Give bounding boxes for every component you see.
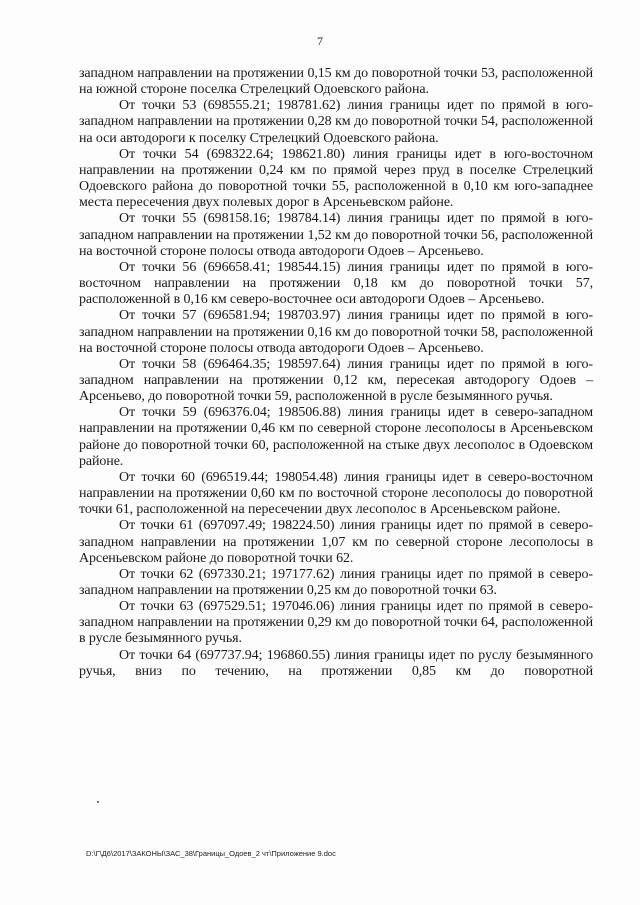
page-number: 7: [317, 34, 323, 48]
paragraph-point-57: От точки 57 (696581.94; 198703.97) линия границы идет по прямой в юго-западном направлении на протяжении 0,16 км до поворотной точки 58, расположенной на восточной стороне полосы отвода автодороги Одоев – Арсеньево.: [79, 308, 593, 356]
paragraph-point-58: От точки 58 (696464.35; 198597.64) линия границы идет по прямой в юго-западном направлении на протяжении 0,12 км, пересекая автодорогу Одоев – Арсеньево, до поворотной точки 59, расположенной в русле безымянного ручья.: [79, 356, 593, 405]
paragraph-point-55: От точки 55 (698158.16; 198784.14) линия границы идет по прямой в юго-западном направлении на протяжении 1,52 км до поворотной точки 56, расположенной на восточной стороне полосы отвода автодороги Одоев – Арсеньево.: [79, 211, 593, 259]
paragraph-point-63: От точки 63 (697529.51; 197046.06) линия границы идет по прямой в северо-западном направлении на протяжении 0,29 км до поворотной точки 64, расположенной в русле безымянного ручья.: [79, 599, 593, 647]
paragraph-point-53: От точки 53 (698555.21; 198781.62) линия границы идет по прямой в юго-западном направлении на протяжении 0,28 км до поворотной точки 54, расположенной на оси автодороги к поселку Стрелецкий Одоевского района.: [79, 98, 593, 146]
scan-speck: [97, 801, 99, 803]
document-body: [79, 66, 593, 680]
paragraph-point-56: От точки 56 (696658.41; 198544.15) линия границы идет по прямой в юго-восточном направлении на протяжении 0,18 км до поворотной точки 57, расположенной в 0,16 км северо-восточнее оси автодороги Одоев – Арсеньево.: [79, 259, 593, 308]
paragraph-point-61: От точки 61 (697097.49; 198224.50) линия границы идет по прямой в северо-западном направлении на протяжении 1,07 км по северной стороне лесополосы в Арсеньевском районе до поворотной точки 62.: [79, 518, 593, 566]
paragraph-point-59: От точки 59 (696376.04; 198506.88) линия границы идет в северо-западном направлении на протяжении 0,46 км по северной стороне лесополосы в Арсеньевском районе до поворотной точки 60, расположенной на стыке двух лесополос в Одоевском районе.: [79, 405, 593, 469]
footer-file-path: D:\Г\Д6\2017\ЗАКОНЫ\ЗАС_38\Границы_Одоев_2 чт\Приложение 9.doc: [86, 849, 336, 858]
paragraph-point-54: От точки 54 (698322.64; 198621.80) линия границы идет в юго-восточном направлении на протяжении 0,24 км по прямой через пруд в поселке Стрелецкий Одоевского района до поворотной точки 55, расположенной в 0,10 км юго-западнее места пересечения двух полевых дорог в Арсеньевском районе.: [79, 146, 593, 211]
paragraph-point-60: От точки 60 (696519.44; 198054.48) линия границы идет в северо-восточном направлении на протяжении 0,60 км по восточной стороне лесополосы до поворотной точки 61, расположенной на пересечении двух лесополос в Арсеньевском районе.: [79, 469, 593, 518]
paragraph-point-62: От точки 62 (697330.21; 197177.62) линия границы идет по прямой в северо-западном направлении на протяжении 0,25 км до поворотной точки 63.: [79, 566, 593, 598]
paragraph-point-64: От точки 64 (697737.94; 196860.55) линия границы идет по руслу безымянного ручья, вниз по течению, на протяжении 0,85 км до поворотной: [79, 647, 593, 679]
paragraph-continuation: западном направлении на протяжении 0,15 км до поворотной точки 53, расположенной на южной стороне поселка Стрелецкий Одоевского района.: [79, 66, 593, 98]
